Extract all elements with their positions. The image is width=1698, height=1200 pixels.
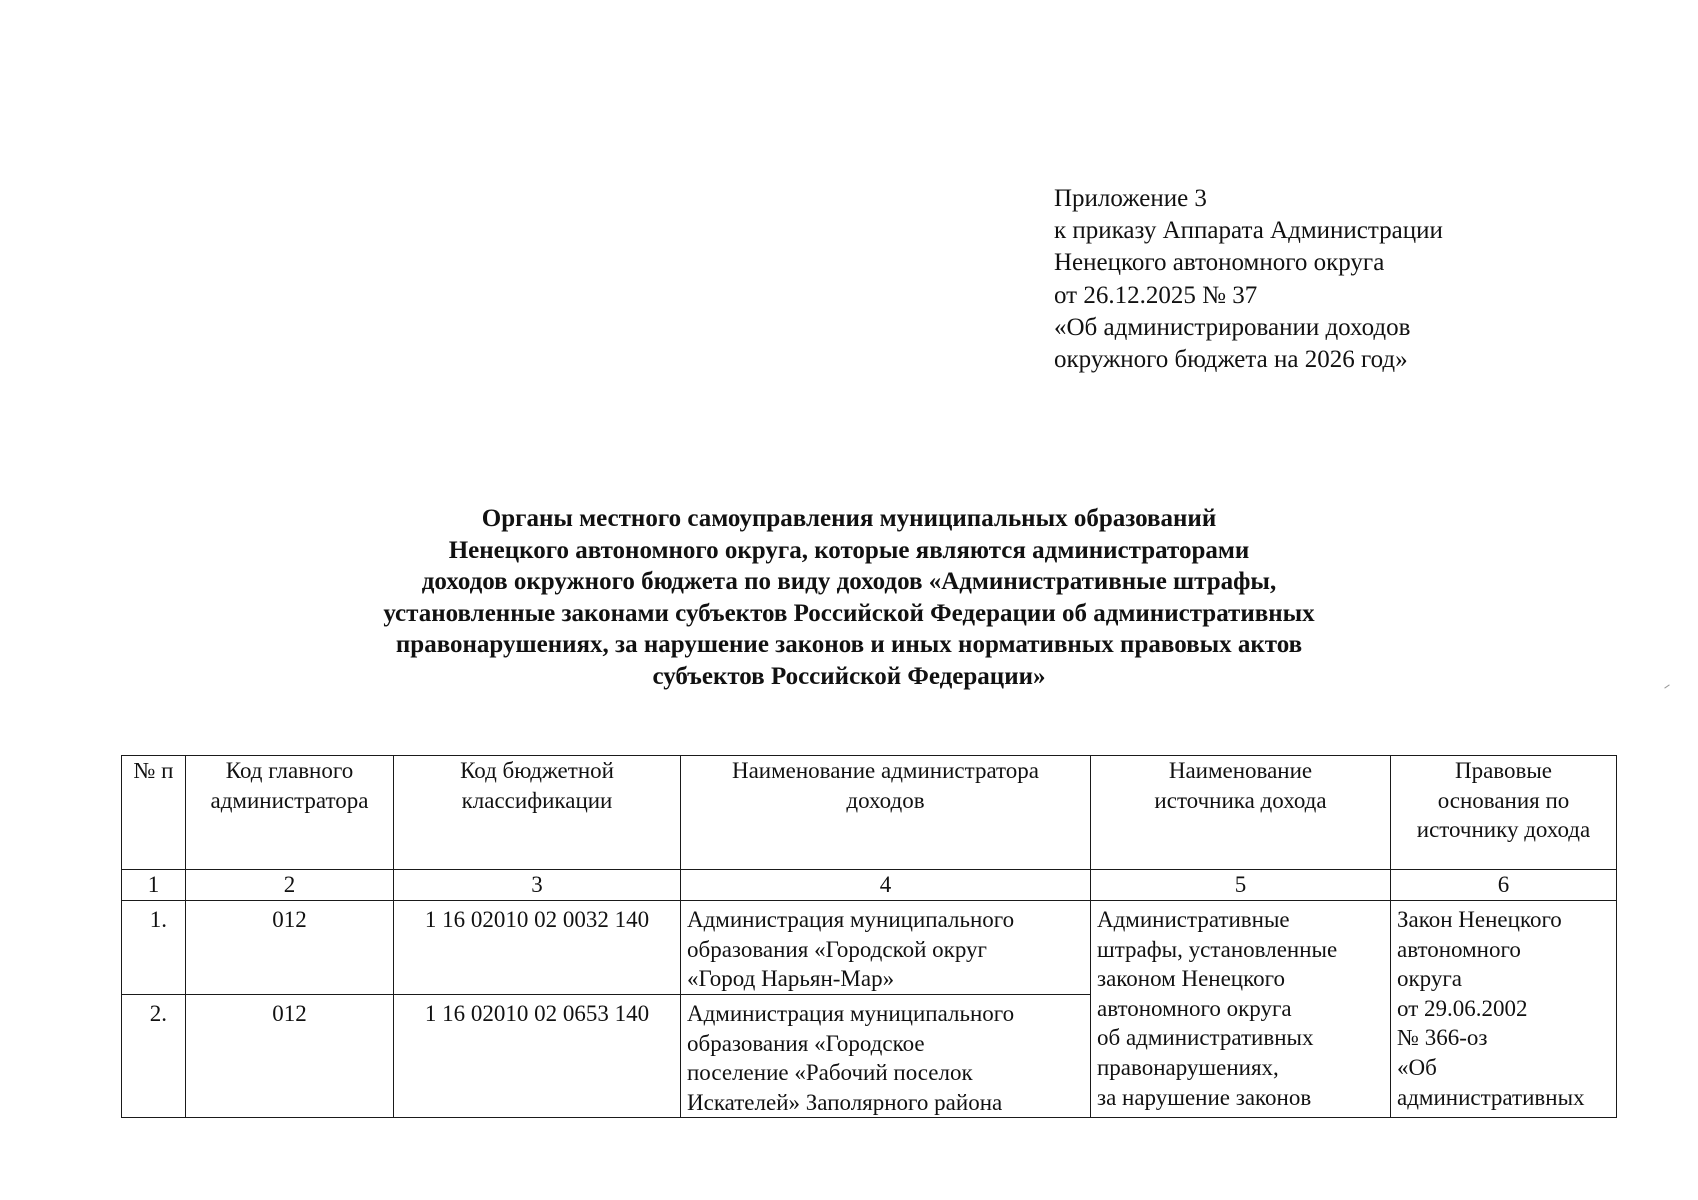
- admin-name-line: образования «Городской округ: [687, 936, 987, 962]
- kbk-cell: 1 16 02010 02 0032 140: [394, 901, 681, 995]
- admin-code-cell: 012: [186, 995, 394, 1118]
- header-line: основания по: [1437, 787, 1570, 813]
- header-line: Код бюджетной: [460, 758, 614, 783]
- header-source-name: [1091, 756, 1391, 870]
- column-number: 3: [394, 870, 681, 901]
- column-number: 6: [1391, 870, 1617, 901]
- legal-basis-line: округа: [1397, 966, 1463, 992]
- header-num: [122, 756, 186, 870]
- appendix-line: окружного бюджета на 2026 год»: [1054, 346, 1408, 374]
- legal-basis-line: Закон Ненецкого: [1397, 907, 1562, 932]
- legal-basis-line: от 29.06.2002: [1397, 995, 1528, 1021]
- column-number: 2: [186, 870, 394, 901]
- source-name-line: законом Ненецкого: [1097, 966, 1285, 992]
- source-name-line: об административных: [1097, 1025, 1314, 1051]
- title-line: Органы местного самоуправления муниципальных образований: [481, 505, 1217, 532]
- column-number-row: [122, 870, 1617, 901]
- admin-name-line: поселение «Рабочий поселок: [687, 1060, 973, 1086]
- header-line: Наименование: [1168, 758, 1313, 783]
- legal-basis-cell: [1391, 901, 1617, 1118]
- appendix-line: «Об администрировании доходов: [1054, 313, 1411, 341]
- appendix-line: от 26.12.2025 № 37: [1054, 281, 1258, 309]
- row-number: 2.: [122, 995, 186, 1118]
- title-line: субъектов Российской Федерации»: [652, 662, 1046, 690]
- column-number: 1: [122, 870, 186, 901]
- source-name-line: Административные: [1097, 907, 1290, 932]
- header-line: Наименование администратора: [731, 758, 1040, 783]
- header-admin-name: [681, 756, 1091, 870]
- title-line: доходов окружного бюджета по виду доходов «Административные штрафы,: [421, 568, 1277, 596]
- appendix-line: к приказу Аппарата Администрации: [1054, 217, 1443, 245]
- header-line: Код главного: [225, 758, 354, 783]
- scan-speck: [1664, 684, 1669, 688]
- header-line: источнику дохода: [1416, 817, 1591, 843]
- admin-name-cell: [681, 995, 1091, 1118]
- header-line: администратора: [210, 787, 369, 813]
- admin-name-line: Искателей» Заполярного района: [687, 1089, 1003, 1115]
- column-number: 5: [1091, 870, 1391, 901]
- admin-name-line: Администрация муниципального: [687, 1001, 1015, 1026]
- table-row: [122, 901, 1617, 995]
- admin-name-line: образования «Городское: [687, 1030, 925, 1056]
- document-title: [200, 503, 1498, 693]
- header-legal-basis: [1391, 756, 1617, 870]
- title-line: правонарушениях, за нарушение законов и иных нормативных правовых актов: [395, 631, 1303, 659]
- kbk-cell: 1 16 02010 02 0653 140: [394, 995, 681, 1118]
- title-line: Ненецкого автономного округа, которые являются администраторами: [448, 536, 1250, 564]
- row-number: 1.: [122, 901, 186, 995]
- title-line: установленные законами субъектов Российской Федерации об административных: [383, 599, 1315, 627]
- header-admin-code: [186, 756, 394, 870]
- column-number: 4: [681, 870, 1091, 901]
- admin-name-line: «Город Нарьян-Мар»: [687, 966, 895, 992]
- admin-name-line: Администрация муниципального: [687, 907, 1015, 932]
- source-name-line: штрафы, установленные: [1097, 936, 1338, 962]
- appendix-line: Приложение 3: [1054, 185, 1207, 212]
- source-name-cell: [1091, 901, 1391, 1118]
- header-line: Правовые: [1454, 758, 1553, 783]
- header-line: источника дохода: [1154, 787, 1327, 813]
- legal-basis-line: автономного: [1397, 936, 1521, 962]
- source-name-line: автономного округа: [1097, 995, 1292, 1021]
- source-name-line: правонарушениях,: [1097, 1054, 1279, 1080]
- table-header-row: [122, 756, 1617, 870]
- header-line: доходов: [846, 787, 925, 813]
- legal-basis-line: «Об: [1397, 1054, 1437, 1080]
- header-line: № п: [133, 758, 174, 783]
- appendix-line: Ненецкого автономного округа: [1054, 249, 1385, 277]
- legal-basis-line: № 366-оз: [1397, 1025, 1488, 1051]
- header-line: классификации: [461, 787, 613, 813]
- source-name-line: за нарушение законов: [1097, 1084, 1312, 1110]
- administrators-table: [121, 755, 1617, 1118]
- legal-basis-line: административных: [1397, 1084, 1585, 1110]
- admin-name-cell: [681, 901, 1091, 995]
- header-kbk: [394, 756, 681, 870]
- appendix-block: [1054, 183, 1443, 376]
- admin-code-cell: 012: [186, 901, 394, 995]
